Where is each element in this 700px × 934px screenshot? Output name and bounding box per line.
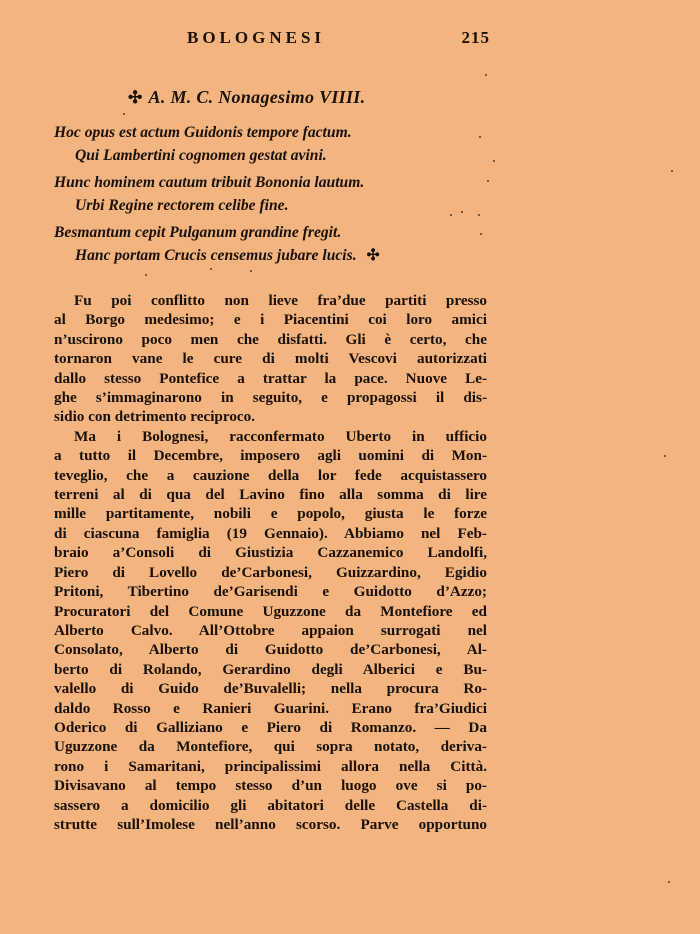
text-line: braio a’Consoli di Giustizia Cazzanemico Landolfi, [54, 544, 487, 562]
text-line: Fu poi conflitto non lieve fra’due partiti presso [74, 292, 487, 309]
running-head [50, 28, 490, 52]
text-line: di ciascuna famiglia (19 Gennaio). Abbiamo nel Feb- [54, 524, 487, 542]
text-line: n’uscirono poco men che disfatti. Gli è certo, che [54, 330, 487, 348]
text-line: Consolato, Alberto di Guidotto de’Carbonesi, Al- [54, 641, 487, 659]
speck [479, 136, 481, 138]
text-line: mille partitamente, nobili e popolo, giusta le forze [54, 505, 487, 523]
text-line: Uguzzone da Montefiore, qui sopra notato, deriva- [54, 738, 487, 756]
text-line: sassero a domicilio gli abitatori delle Castella di- [54, 796, 487, 814]
text-line: daldo Rosso e Ranieri Guarini. Erano fra’Giudici [54, 699, 487, 717]
inscription-heading [128, 87, 365, 108]
inscription-heading-text: A. M. C. Nonagesimo VIIII. [148, 87, 366, 107]
text-line: al Borgo medesimo; e i Piacentini coi loro amici [54, 311, 487, 329]
verse-line: Hunc hominem cautum tribuit Bononia lautum. [54, 174, 365, 191]
running-title: BOLOGNESI [187, 28, 326, 47]
verse-line: Qui Lambertini cognomen gestat avini. [75, 147, 327, 164]
verse-couplet [54, 121, 484, 167]
speck [450, 214, 452, 216]
speck [668, 881, 670, 883]
speck [480, 233, 482, 235]
speck [487, 180, 489, 182]
speck [485, 74, 487, 76]
text-line: ghe s’immaginarono in seguito, e propagossi il dis- [54, 389, 487, 407]
text-line: Divisavano al tempo stesso d’un luogo ove si po- [54, 777, 487, 795]
text-line: Pritoni, Tibertino de’Garisendi e Guidotto d’Azzo; [54, 583, 487, 601]
text-line: berto di Rolando, Gerardino degli Alberici e Bu- [54, 660, 487, 678]
body-text [54, 291, 487, 834]
text-line: strutte sull’Imolese nell’anno scorso. Parve opportuno [54, 815, 487, 833]
text-line: Piero di Lovello de’Carbonesi, Guizzardino, Egidio [54, 563, 487, 581]
speck [123, 113, 125, 115]
speck [478, 214, 480, 216]
text-line: Procuratori del Comune Uguzzone da Montefiore ed [54, 602, 487, 620]
text-line: terreni al di qua del Lavino fino alla somma di lire [54, 486, 487, 504]
page-number: 215 [461, 28, 490, 47]
text-line: Alberto Calvo. All’Ottobre appaion surrogati nel [54, 621, 487, 639]
text-line: valello di Guido de’Buvalelli; nella procura Ro- [54, 680, 487, 698]
end-cross-icon: ✣ [366, 247, 380, 264]
verse-line: Urbi Regine rectorem celibe fine. [75, 197, 289, 214]
verse-couplet [54, 221, 484, 267]
text-line: rono i Samaritani, principalissimi allora nella Città. [54, 757, 487, 775]
text-line: Oderico di Galliziano e Piero di Romanzo. — Da [54, 718, 487, 736]
verse-line: Besmantum cepit Pulganum grandine fregit. [54, 224, 342, 241]
inscription-verse [54, 121, 484, 271]
speck [210, 268, 212, 270]
speck [493, 160, 495, 162]
text-line: dallo stesso Pontefice a trattar la pace. Nuove Le- [54, 369, 487, 387]
speck [671, 170, 673, 172]
speck [145, 274, 147, 276]
verse-couplet [54, 171, 484, 217]
verse-line-text: Hanc portam Crucis censemus jubare lucis. [75, 247, 357, 264]
text-line: Ma i Bolognesi, racconfermato Uberto in ufficio [74, 427, 487, 445]
speck [250, 270, 252, 272]
speck [664, 455, 666, 457]
text-line: sidio con detrimento reciproco. [54, 408, 256, 426]
cross-icon: ✣ [128, 88, 143, 107]
verse-line-with-cross [54, 244, 484, 267]
paragraph [54, 291, 487, 427]
paragraph [54, 427, 487, 835]
text-line: a tutto il Decembre, imposero agli uomini di Mon- [54, 447, 487, 465]
speck [461, 211, 463, 213]
text-line: tornaron vane le cure di molti Vescovi autorizzati [54, 350, 487, 368]
text-line: teveglio, che a cauzione della lor fede acquistassero [54, 466, 487, 484]
verse-line: Hoc opus est actum Guidonis tempore factum. [54, 124, 352, 141]
